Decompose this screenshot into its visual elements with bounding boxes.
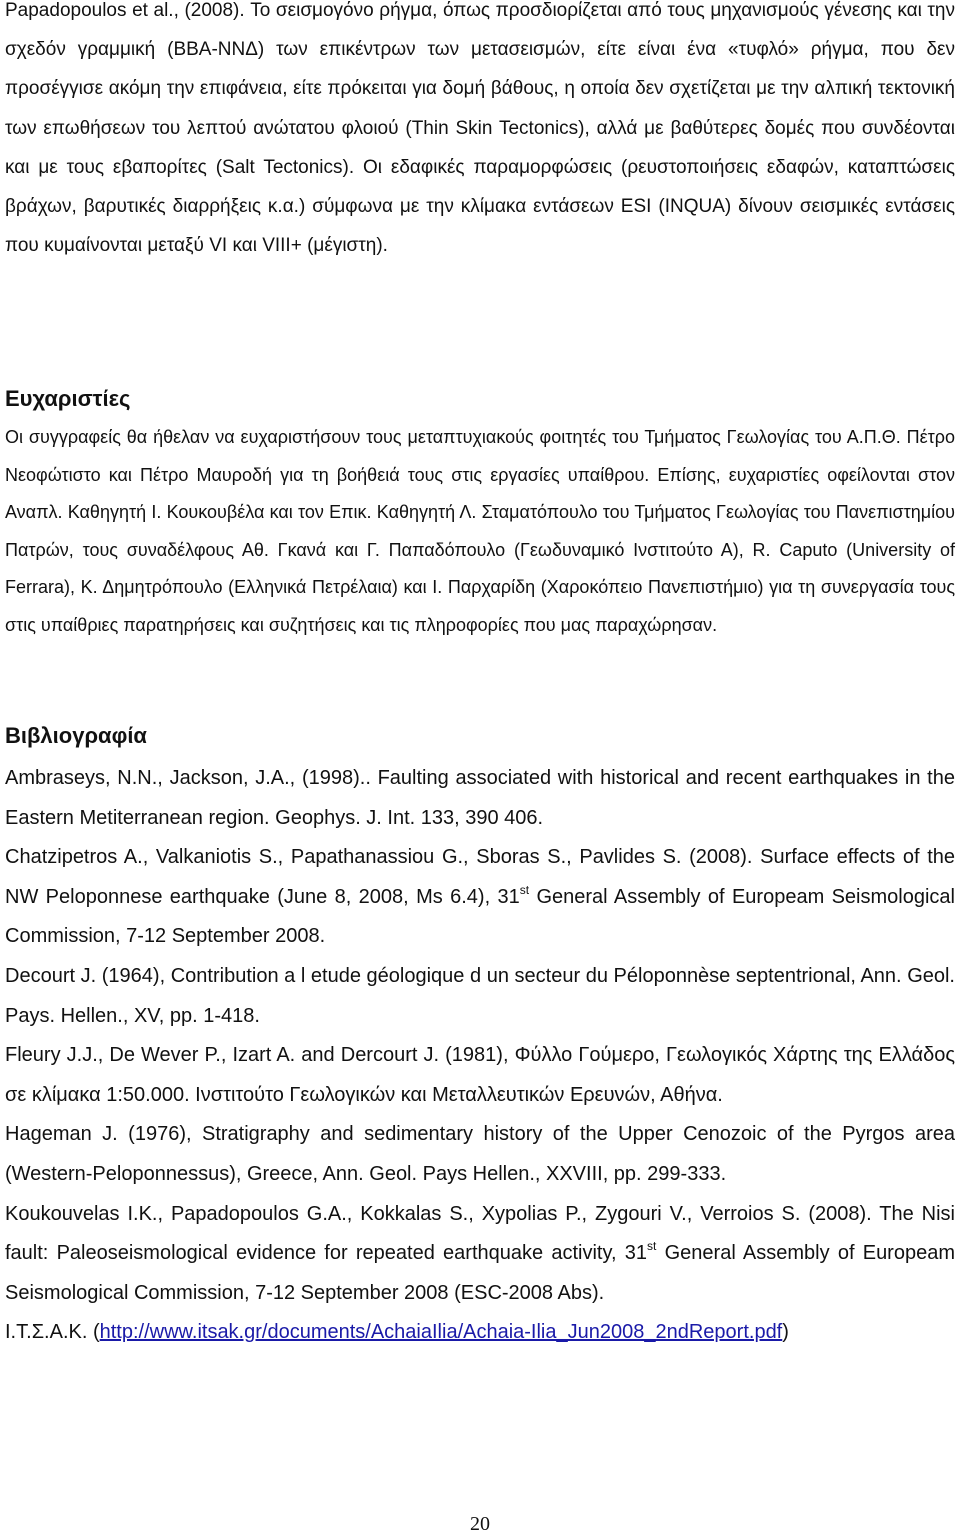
- bibliography-heading: Βιβλιογραφία: [5, 723, 147, 748]
- acknowledgements-heading: Ευχαριστίες: [5, 386, 131, 411]
- reference-text: General Assembly of Europeam Seismological Commission, 7-12 September 2008 (ESC-2008 Abs).: [5, 1242, 955, 1304]
- reference-text: ): [782, 1321, 789, 1344]
- intro-paragraph: Papadopoulos et al., (2008). Το σεισμογόνο ρήγμα, όπως προσδιορίζεται από τους μηχανισμούς γένεσης και την σχεδόν γραμμική (ΒΒΑ-ΝΝΔ) των επικέντρων των μετασεισμών, είτε είναι ένα «τυφλό» ρήγμα, που δεν προσέγγισε ακόμη την επιφάνεια, είτε πρόκειται για δομή βάθους, η οποία δεν σχετίζεται με την αλπική τεκτονική των επωθήσεων του λεπτού ανώτατου φλοιού (Thin Skin Tectonics), αλλά με βαθύτερες δομές που συνδέονται και με τους εβαπορίτες (Salt Tectonics). Οι εδαφικές παραμορφώσεις (ρευστοποιήσεις εδαφών, καταπτώσεις βράχων, βαρυτικές διαρρήξεις κ.α.) σύμφωνα με την κλίμακα εντάσεων ESI (INQUA) δίνουν σεισμικές εντάσεις που κυμαίνονται μεταξύ VI και VIII+ (μέγιστη).: [5, 0, 955, 257]
- reference-itsak: [5, 1313, 955, 1353]
- reference-text: Chatzipetros A., Valkaniotis S., Papathanassiou G., Sboras S., Pavlides S. (2008). Surface effects of the NW Peloponnese earthquake (June 8, 2008, Ms 6.4), 31: [5, 846, 955, 908]
- ordinal-suffix: st: [519, 882, 530, 897]
- reference-decourt: Decourt J. (1964), Contribution a l etude géologique d un secteur du Péloponnèse septentrional, Ann. Geol. Pays. Hellen., XV, pp. 1-418.: [5, 964, 955, 1027]
- acknowledgements-paragraph: Οι συγγραφείς θα ήθελαν να ευχαριστήσουν τους μεταπτυχιακούς φοιτητές του Τμήματος Γεωλογίας του Α.Π.Θ. Πέτρο Νεοφώτιστο και Πέτρο Μαυροδή για τη βοήθειά τους στις εργασίες υπαίθρου. Επίσης, ευχαριστίες οφείλονται στον Αναπλ. Καθηγητή Ι. Κουκουβέλα και τον Επικ. Καθηγητή Λ. Σταματόπουλο του Τμήματος Γεωλογίας του Πανεπιστημίου Πατρών, τους συναδέλφους Αθ. Γκανά και Γ. Παπαδόπουλο (Γεωδυναμικό Ινστιτούτο Α), R. Caputo (University of Ferrara), Κ. Δημητρόπουλο (Ελληνικά Πετρέλαια) και Ι. Παρχαρίδη (Χαροκόπειο Πανεπιστήμιο) για τη συνεργασία τους στις υπαίθριες παρατηρήσεις και συζητήσεις και τις πληροφορίες που μας παραχώρησαν.: [5, 427, 955, 635]
- reference-text: General Assembly of Europeam Seismological Commission, 7-12 September 2008.: [5, 885, 955, 948]
- itsak-report-link[interactable]: http://www.itsak.gr/documents/AchaiaIlia/Achaia-Ilia_Jun2008_2ndReport.pdf: [99, 1321, 783, 1344]
- reference-ambraseys: Ambraseys, N.N., Jackson, J.A., (1998).. Faulting associated with historical and recent earthquakes in the Eastern Metiterranean region. Geophys. J. Int. 133, 390 406.: [5, 767, 955, 829]
- reference-hageman: Hageman J. (1976), Stratigraphy and sedimentary history of the Upper Cenozoic of the Pyrgos area (Western-Peloponnessus), Greece, Ann. Geol. Pays Hellen., XXVIII, pp. 299-333.: [5, 1123, 955, 1185]
- ordinal-suffix: st: [647, 1239, 657, 1254]
- reference-list: [5, 759, 955, 1353]
- reference-koukouvelas: [5, 1195, 955, 1314]
- reference-text: Koukouvelas I.K., Papadopoulos G.A., Kokkalas S., Xypolias P., Zygouri V., Verroios S. (2008). The Nisi fault: Paleoseismological evidence for repeated earthquake activity, 31: [5, 1202, 955, 1265]
- page-number: 20: [470, 1513, 490, 1535]
- reference-chatzipetros: [5, 838, 955, 957]
- reference-fleury: Fleury J.J., De Wever P., Izart A. and Dercourt J. (1981), Φύλλο Γούμερο, Γεωλογικός Χάρτης της Ελλάδος σε κλίμακα 1:50.000. Ινστιτούτο Γεωλογικών και Μεταλλευτικών Ερευνών, Αθήνα.: [5, 1044, 955, 1106]
- reference-text: Ι.Τ.Σ.Α.Κ. (: [5, 1321, 100, 1344]
